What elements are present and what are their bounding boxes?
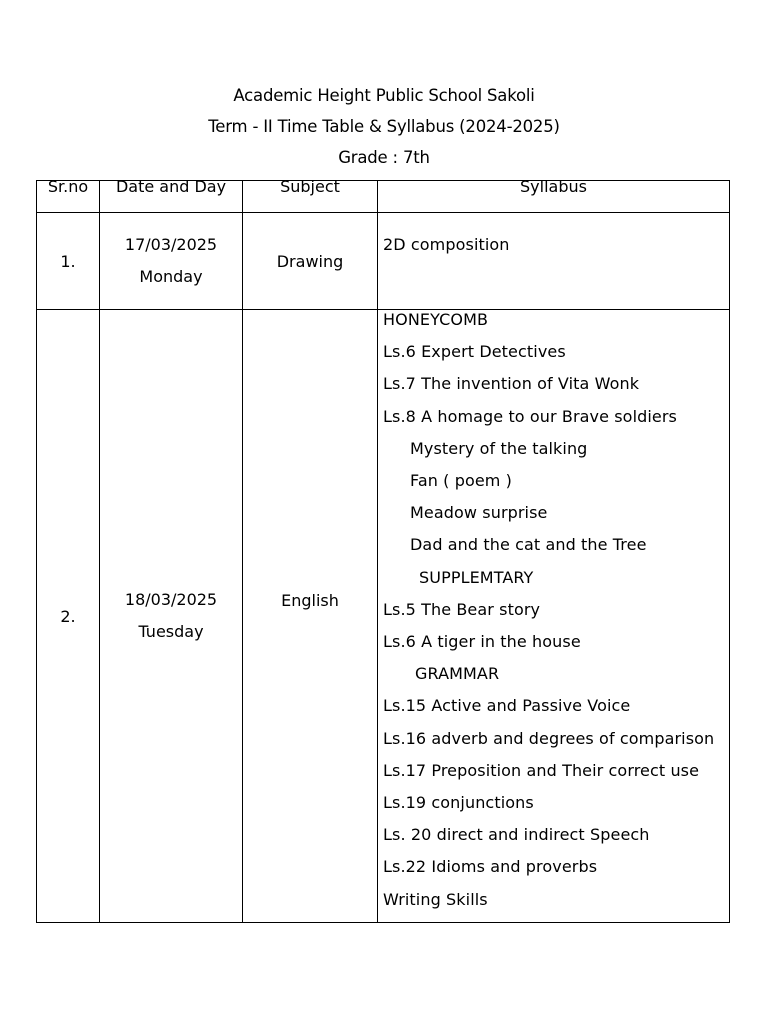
term-title: Term - II Time Table & Syllabus (2024-2025) bbox=[208, 117, 560, 136]
syllabus-item: Ls.17 Preposition and Their correct use bbox=[383, 760, 700, 780]
syllabus-heading: HONEYCOMB bbox=[383, 310, 489, 329]
syllabus-item: Ls.15 Active and Passive Voice bbox=[383, 696, 631, 716]
grade-label: Grade : 7th bbox=[338, 148, 430, 167]
syllabus-cell bbox=[378, 213, 730, 310]
srno-cell: 1. bbox=[37, 213, 100, 310]
school-name: Academic Height Public School Sakoli bbox=[233, 86, 535, 105]
date-cell bbox=[100, 213, 243, 310]
syllabus-heading: GRAMMAR bbox=[415, 664, 500, 684]
column-header-date: Date and Day bbox=[100, 181, 243, 213]
table-row bbox=[37, 310, 730, 923]
column-header-subject: Subject bbox=[243, 181, 378, 213]
exam-date: 18/03/2025 bbox=[124, 590, 218, 609]
syllabus-item: Ls.7 The invention of Vita Wonk bbox=[383, 374, 640, 394]
column-header-srno: Sr.no bbox=[37, 181, 100, 213]
syllabus-item: Ls.19 conjunctions bbox=[383, 793, 534, 813]
syllabus-item: Ls.6 A tiger in the house bbox=[383, 632, 581, 652]
subject-cell bbox=[243, 310, 378, 923]
subject-cell: Drawing bbox=[243, 213, 378, 310]
syllabus-item: Ls.8 A homage to our Brave soldiers bbox=[383, 406, 677, 426]
date-cell bbox=[100, 310, 243, 923]
syllabus-item: 2D composition bbox=[383, 234, 510, 254]
syllabus-item: Mystery of the talking bbox=[410, 438, 588, 458]
timetable bbox=[36, 177, 730, 923]
syllabus-heading: SUPPLEMTARY bbox=[419, 567, 534, 587]
syllabus-item: Ls.5 The Bear story bbox=[383, 599, 541, 619]
syllabus-item: Dad and the cat and the Tree bbox=[410, 535, 647, 555]
syllabus-item: Ls. 20 direct and indirect Speech bbox=[383, 825, 650, 845]
subject-label: English bbox=[281, 590, 339, 610]
syllabus-item: Fan ( poem ) bbox=[410, 471, 512, 491]
table-row bbox=[37, 213, 730, 310]
syllabus-item: Ls.22 Idioms and proverbs bbox=[383, 857, 598, 877]
srno-cell: 2. bbox=[37, 310, 100, 923]
column-header-syllabus: Syllabus bbox=[378, 181, 730, 213]
exam-day: Tuesday bbox=[138, 622, 204, 641]
exam-date: 17/03/2025 bbox=[124, 235, 218, 254]
syllabus-cell bbox=[378, 310, 730, 923]
syllabus-item: Ls.6 Expert Detectives bbox=[383, 342, 566, 362]
syllabus-heading: Writing Skills bbox=[383, 889, 488, 909]
exam-day: Monday bbox=[139, 267, 203, 286]
table-header-row bbox=[37, 181, 730, 213]
syllabus-item: Meadow surprise bbox=[410, 503, 548, 523]
syllabus-item: Ls.16 adverb and degrees of comparison bbox=[383, 728, 715, 748]
